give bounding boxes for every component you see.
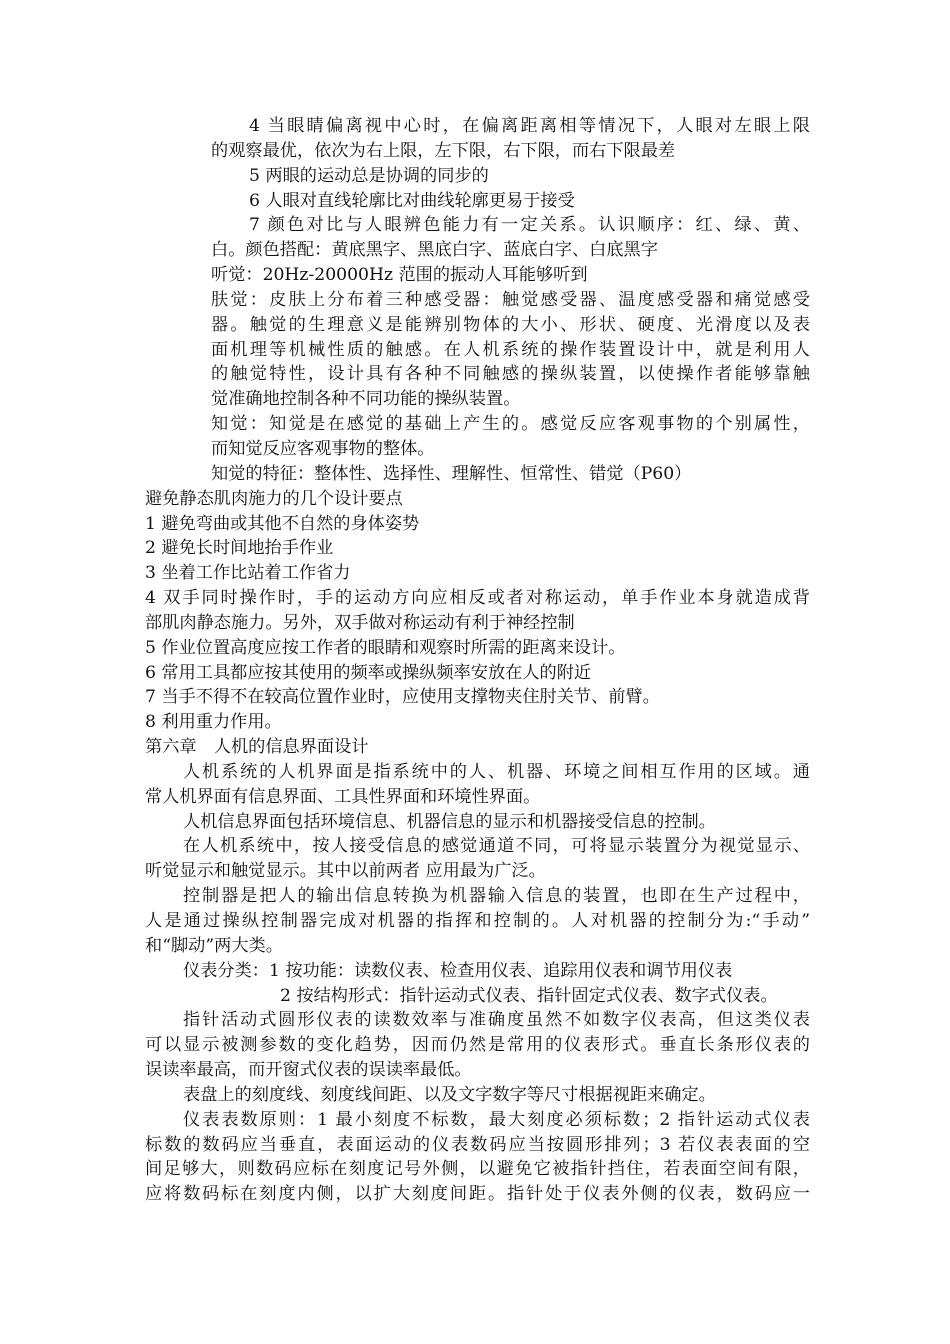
text-line: 肤觉：皮肤上分布着三种感受器：触觉感受器、温度感受器和痛觉感受 [211, 289, 810, 310]
text-line: 2 避免长时间地抬手作业 [145, 538, 334, 559]
text-line: 误读率最高，而开窗式仪表的误读率最低。 [145, 1060, 472, 1081]
text-line: 觉准确地控制各种不同功能的操纵装置。 [211, 389, 521, 410]
text-line: 避免静态肌肉施力的几个设计要点 [145, 488, 403, 509]
text-line: 7 当手不得不在较高位置作业时，应使用支撑物夹住肘关节、前臂。 [145, 687, 660, 708]
text-line: 人是通过操纵控制器完成对机器的指挥和控制的。人对机器的控制分为:“手动” [145, 911, 810, 931]
text-line: 6 常用工具都应按其使用的频率或操纵频率安放在人的附近 [145, 662, 592, 683]
text-line: 常人机界面有信息界面、工具性界面和环境性界面。 [145, 786, 541, 807]
text-line: 部肌肉静态施力。另外，双手做对称运动有利于神经控制 [145, 612, 575, 633]
text-line: 可以显示被测参数的变化趋势，因而仍然是常用的仪表形式。垂直长条形仪表的 [145, 1035, 810, 1056]
text-line: 仪表分类：1 按功能：读数仪表、检查用仪表、追踪用仪表和调节用仪表 [183, 960, 733, 981]
text-line: 听觉显示和触觉显示。其中以前两者 应用最为广泛。 [145, 861, 546, 882]
text-line: 间足够大，则数码应标在刻度记号外侧，以避免它被指针挡住，若表面空间有限， [145, 1159, 810, 1180]
text-line: 第六章 人机的信息界面设计 [145, 737, 369, 758]
text-line: 1 避免弯曲或其他不自然的身体姿势 [145, 513, 420, 534]
text-line: 人机信息界面包括环境信息、机器信息的显示和机器接受信息的控制。 [183, 811, 716, 832]
text-line: 面机理等机械性质的触感。在人机系统的操作装置设计中，就是利用人 [211, 339, 810, 360]
text-line: 6 人眼对直线轮廓比对曲线轮廓更易于接受 [249, 190, 575, 211]
text-line: 在人机系统中，按人接受信息的感觉通道不同，可将显示装置分为视觉显示、 [183, 836, 810, 857]
text-line: 器。触觉的生理意义是能辨别物体的大小、形状、硬度、光滑度以及表 [211, 314, 810, 335]
text-line: 应将数码标在刻度内侧，以扩大刻度间距。指针处于仪表外侧的仪表，数码应一 [145, 1184, 810, 1205]
text-line: 听觉：20Hz-20000Hz 范围的振动人耳能够听到 [211, 265, 588, 286]
text-line: 和“脚动”两大类。 [145, 935, 283, 956]
document-page [145, 114, 810, 1207]
text-line: 而知觉反应客观事物的整体。 [211, 438, 435, 459]
text-line: 表盘上的刻度线、刻度线间距、以及文字数字等尺寸根据视距来确定。 [183, 1084, 716, 1105]
text-line: 8 利用重力作用。 [145, 712, 282, 733]
text-line: 人机系统的人机界面是指系统中的人、机器、环境之间相互作用的区域。通 [183, 761, 810, 782]
text-line: 5 作业位置高度应按工作者的眼睛和观察时所需的距离来设计。 [145, 637, 626, 658]
text-line: 4 当眼睛偏离视中心时，在偏离距离相等情况下，人眼对左眼上限 [249, 116, 810, 136]
text-line: 的观察最优，依次为右上限，左下限，右下限，而右下限最差 [211, 140, 676, 161]
text-line: 2 按结构形式：指针运动式仪表、指针固定式仪表、数字式仪表。 [280, 985, 778, 1006]
text-line: 知觉的特征：整体性、选择性、理解性、恒常性、错觉（P60） [211, 463, 692, 484]
text-line: 5 两眼的运动总是协调的同步的 [249, 165, 489, 186]
text-line: 标数的数码应当垂直，表面运动的仪表数码应当按圆形排列；3 若仪表表面的空 [145, 1134, 810, 1155]
text-line: 3 坐着工作比站着工作省力 [145, 563, 351, 584]
text-line: 知觉：知觉是在感觉的基础上产生的。感觉反应客观事物的个别属性， [211, 414, 810, 435]
text-line: 指针活动式圆形仪表的读数效率与准确度虽然不如数字仪表高，但这类仪表 [183, 1010, 810, 1031]
text-line: 控制器是把人的输出信息转换为机器输入信息的装置，也即在生产过程中， [183, 886, 810, 907]
text-line: 白。颜色搭配：黄底黑字、黑底白字、蓝底白字、白底黑字 [211, 240, 658, 261]
text-line: 仪表表数原则：1 最小刻度不标数，最大刻度必须标数；2 指针运动式仪表 [183, 1109, 810, 1130]
text-line: 7 颜色对比与人眼辨色能力有一定关系。认识顺序：红、绿、黄、 [249, 215, 810, 236]
text-line: 4 双手同时操作时，手的运动方向应相反或者对称运动，单手作业本身就造成背 [145, 588, 810, 609]
text-line: 的触觉特性，设计具有各种不同触感的操纵装置，以使操作者能够靠触 [211, 364, 810, 385]
